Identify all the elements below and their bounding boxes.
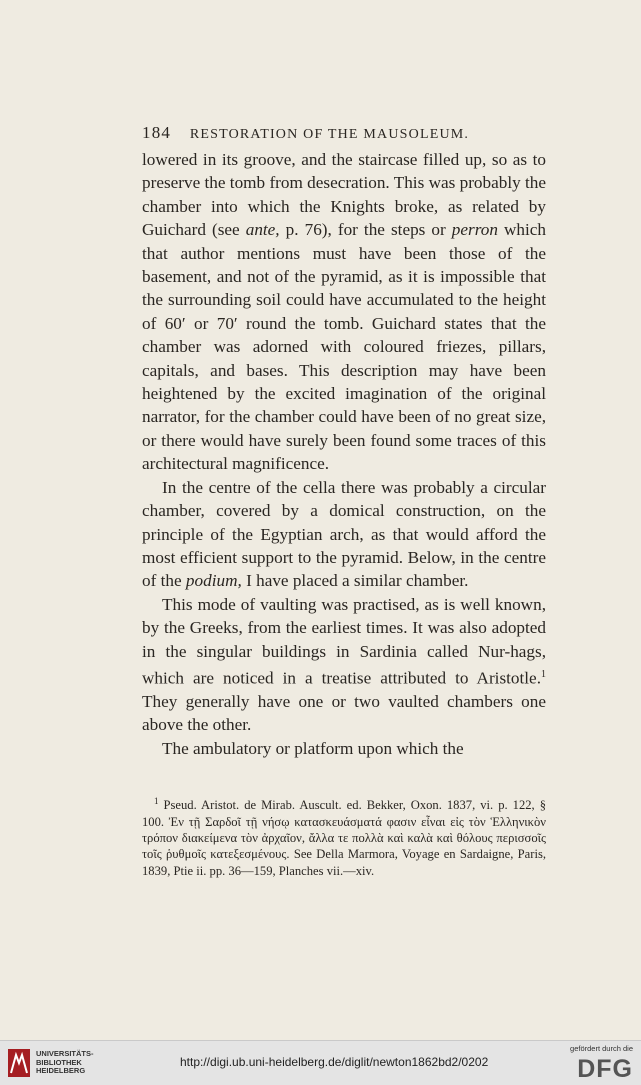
paragraph-2 — [142, 476, 546, 593]
funding-note: gefördert durch die — [570, 1044, 633, 1053]
italic-perron: perron — [451, 220, 498, 240]
footnote-text: Pseud. Aristot. de Mirab. Auscult. ed. Bekker, Oxon. 1837, vi. p. 122, § 100. Ἐν τῇ Σαρδοῖ τῇ νήσῳ κατασκευάσματά φασιν εἶναι εἰς τὸν Ἑλληνικὸν τρόπον διακείμενα τὸν ἀρχαῖον, ἄλλα τε πολλὰ καὶ καλὰ καὶ θόλους περισσοῖς τοῖς ῥυθμοῖς κατεξεσμένους. See Della Marmora, Voyage en Sardaigne, Paris, 1839, Ptie ii. pp. 36—159, Planches vii.—xiv. — [142, 798, 546, 878]
paragraph-4: The ambulatory or platform upon which the — [162, 738, 464, 758]
footnote-1 — [142, 793, 546, 879]
text-span: This mode of vaulting was practised, as is well known, by the Greeks, from the earliest times. It was also adopted in the singular buildings in Sardinia called Nur-hags, which are noticed in a treatise attributed to Aristotle. — [142, 594, 546, 688]
running-header — [142, 123, 547, 143]
text-span: In the centre of the cella there was probably a circular chamber, covered by a domical construction, on the principle of the Egyptian arch, as that would afford the most efficient support to the pyramid. Below, in the centre of the — [142, 477, 546, 591]
text-span: They generally have one or two vaulted chambers one above the other. — [142, 692, 546, 735]
viewer-footer — [0, 1040, 641, 1085]
italic-podium: podium, — [185, 571, 242, 591]
text-span: which that author mentions must have been those of the basement, and not of the pyramid, as it is impossible that the surrounding soil could have accumulated to the height of 60′ or 70′ round the tomb. Guichard states that the chamber was adorned with coloured friezes, pillars, capitals, and bases. This description may have been heightened by the excited imagination of the original narrator, for the chamber could have been of no great size, or there would have surely been found some traces of this architectural magnificence. — [142, 220, 546, 474]
running-title: RESTORATION OF THE MAUSOLEUM. — [189, 127, 470, 142]
footnote-marker: 1 — [154, 796, 159, 806]
library-name: UNIVERSITÄTS- BIBLIOTHEK HEIDELBERG — [36, 1049, 94, 1076]
text-span: p. 76), for the steps or — [279, 220, 452, 240]
footnote-block — [142, 793, 546, 879]
dfg-logo[interactable]: DFG — [577, 1055, 633, 1083]
italic-ante: ante, — [245, 220, 280, 240]
main-text — [142, 148, 546, 760]
paragraph-1 — [142, 148, 546, 476]
university-library-logo-icon[interactable] — [8, 1049, 30, 1077]
permalink-url[interactable]: http://digi.ub.uni-heidelberg.de/diglit/newton1862bd2/0202 — [180, 1055, 489, 1069]
text-span: lowered in its groove, and the staircase filled up, so as to preserve the tomb from desecration. This was probably the chamber into which the Knights broke, as related by Guichard (see — [142, 150, 546, 240]
footnote-reference[interactable]: 1 — [541, 668, 546, 680]
paragraph-3 — [142, 593, 546, 737]
page-number: 184 — [142, 123, 172, 142]
text-span: I have placed a similar chamber. — [241, 571, 469, 591]
